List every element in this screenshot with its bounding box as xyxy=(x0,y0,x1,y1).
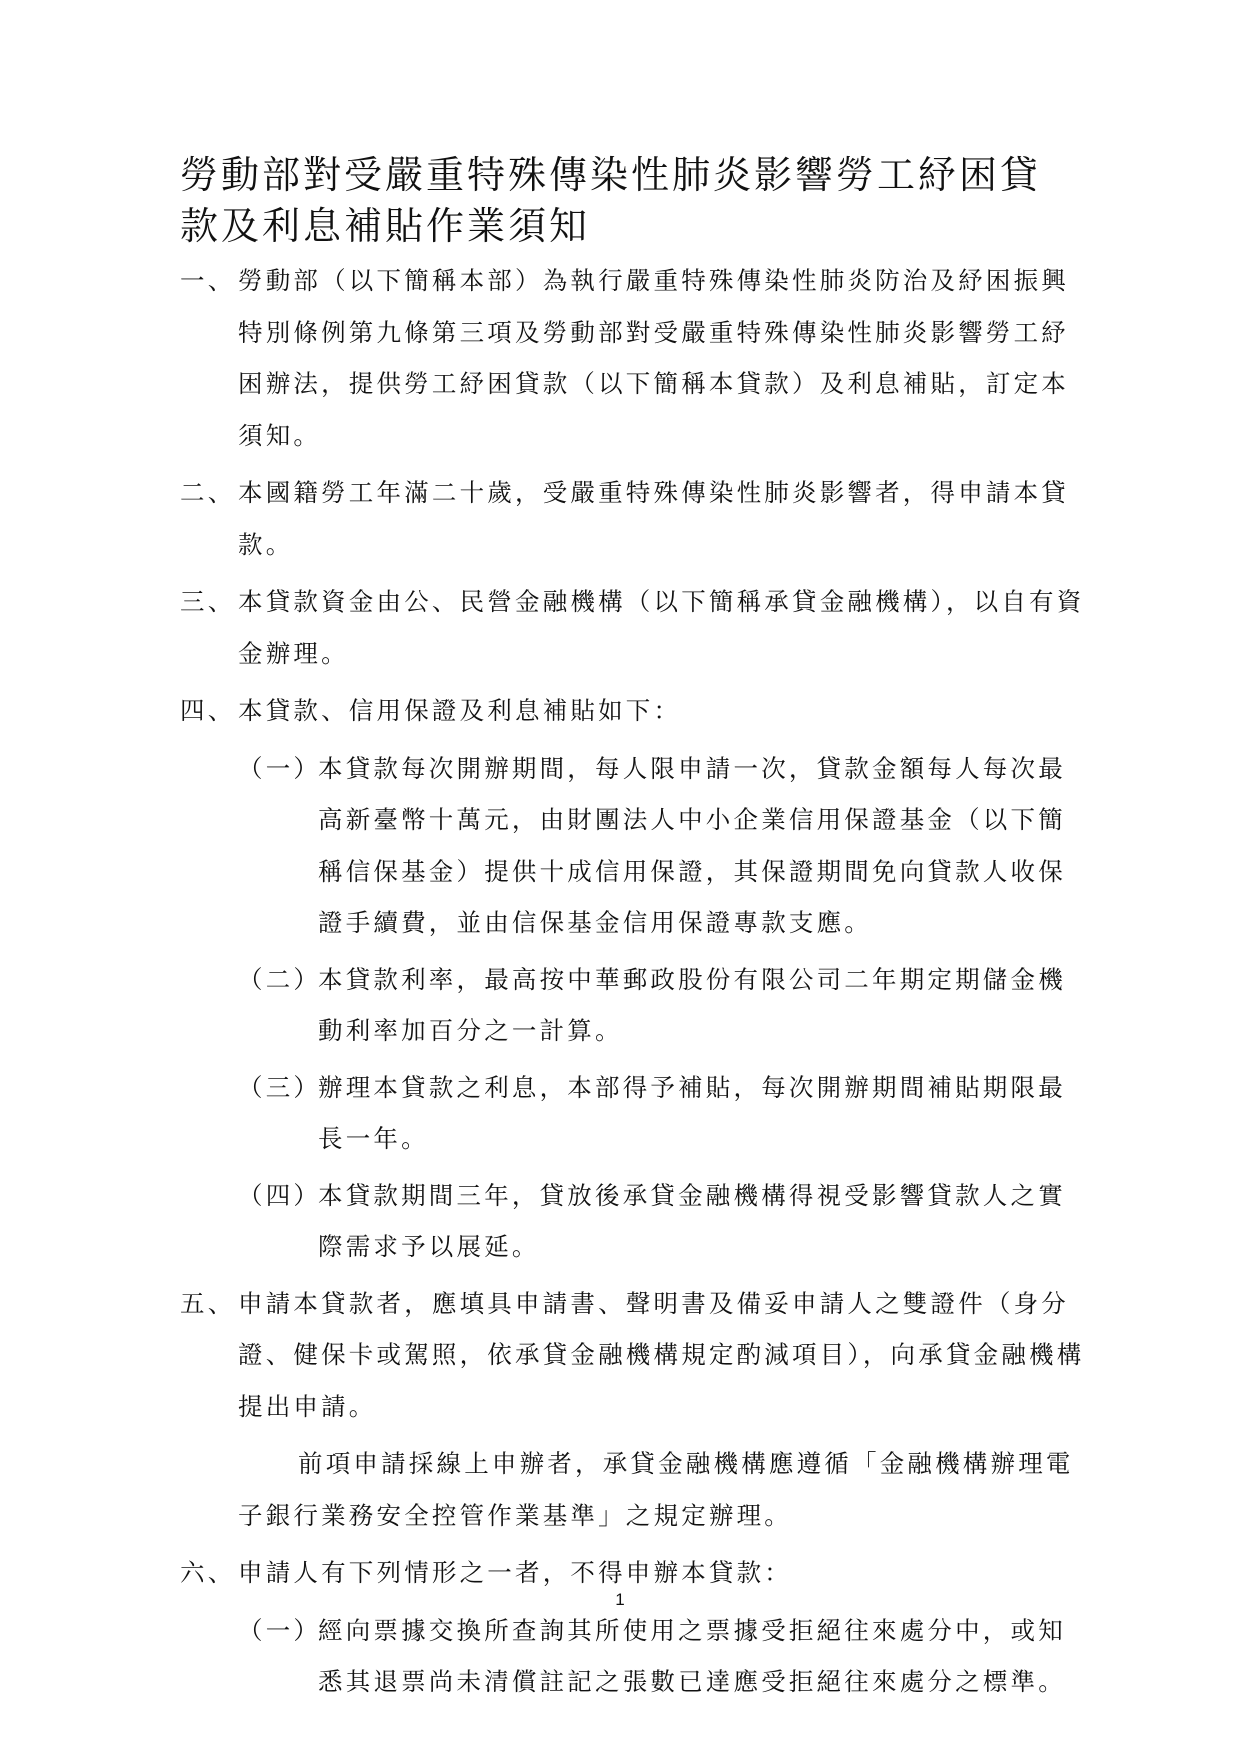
section-text: 申請人有下列情形之一者，不得申辦本貸款： xyxy=(238,1558,792,1587)
section-number: 五、 xyxy=(180,1288,236,1318)
section-3 xyxy=(180,576,1085,679)
section-4-sub-4 xyxy=(238,1170,1085,1273)
section-number: 六、 xyxy=(180,1558,236,1587)
subsection-text: 本貸款期間三年，貸放後承貸金融機構得視受影響貸款人之實際需求予以展延。 xyxy=(318,1180,1066,1261)
subsection-number: （一） xyxy=(238,1615,322,1645)
section-text: 勞動部（以下簡稱本部）為執行嚴重特殊傳染性肺炎防治及紓困振興特別條例第九條第三項及勞動部對受嚴重特殊傳染性肺炎影響勞工紓困辦法，提供勞工紓困貸款（以下簡稱本貸款）及利息補貼，訂定本須知。 xyxy=(238,266,1069,450)
section-number: 二、 xyxy=(180,478,236,507)
section-text: 申請本貸款者，應填具申請書、聲明書及備妥申請人之雙證件（身分證、健保卡或駕照，依承貸金融機構規定酌減項目），向承貸金融機構提出申請。 xyxy=(238,1288,1085,1421)
section-number: 一、 xyxy=(180,266,236,295)
section-6-sub-1 xyxy=(238,1605,1085,1708)
title-line-1: 勞動部對受嚴重特殊傳染性肺炎影響勞工紓困貸 xyxy=(180,153,1042,197)
section-5 xyxy=(180,1278,1085,1433)
subsection-text: 本貸款每次開辦期間，每人限申請一次，貸款金額每人每次最高新臺幣十萬元，由財團法人中小企業信用保證基金（以下簡稱信保基金）提供十成信用保證，其保證期間免向貸款人收保證手續費，並由信保基金信用保證專款支應。 xyxy=(318,753,1066,937)
section-text: 本貸款資金由公、民營金融機構（以下簡稱承貸金融機構），以自有資金辦理。 xyxy=(238,587,1085,668)
section-5-paragraph: 前項申請採線上申辦者，承貸金融機構應遵循「金融機構辦理電子銀行業務安全控管作業基準」之規定辦理。 xyxy=(238,1449,1074,1530)
section-4-sub-3 xyxy=(238,1062,1085,1165)
section-4-sub-2 xyxy=(238,954,1085,1057)
section-1 xyxy=(180,255,1085,461)
subsection-text: 辦理本貸款之利息，本部得予補貼，每次開辦期間補貼期限最長一年。 xyxy=(318,1072,1066,1153)
document-title xyxy=(180,150,1080,252)
section-text: 本貸款、信用保證及利息補貼如下： xyxy=(238,696,682,725)
subsection-text: 經向票據交換所查詢其所使用之票據受拒絕往來處分中，或知悉其退票尚未清償註記之張數已達應受拒絕往來處分之標準。 xyxy=(318,1615,1066,1696)
subsection-number: （一） xyxy=(238,753,322,783)
title-line-2: 款及利息補貼作業須知 xyxy=(180,204,591,248)
section-2 xyxy=(180,467,1085,570)
section-number: 四、 xyxy=(180,696,236,725)
subsection-number: （四） xyxy=(238,1180,322,1210)
document-body xyxy=(180,255,1085,1713)
section-number: 三、 xyxy=(180,587,236,616)
subsection-number: （二） xyxy=(238,964,322,994)
section-text: 本國籍勞工年滿二十歲，受嚴重特殊傳染性肺炎影響者，得申請本貸款。 xyxy=(238,478,1069,559)
subsection-number: （三） xyxy=(238,1072,322,1102)
subsection-text: 本貸款利率，最高按中華郵政股份有限公司二年期定期儲金機動利率加百分之一計算。 xyxy=(318,964,1066,1045)
page-number: 1 xyxy=(615,1590,625,1609)
section-4 xyxy=(180,685,1085,737)
section-4-sub-1 xyxy=(238,743,1085,949)
